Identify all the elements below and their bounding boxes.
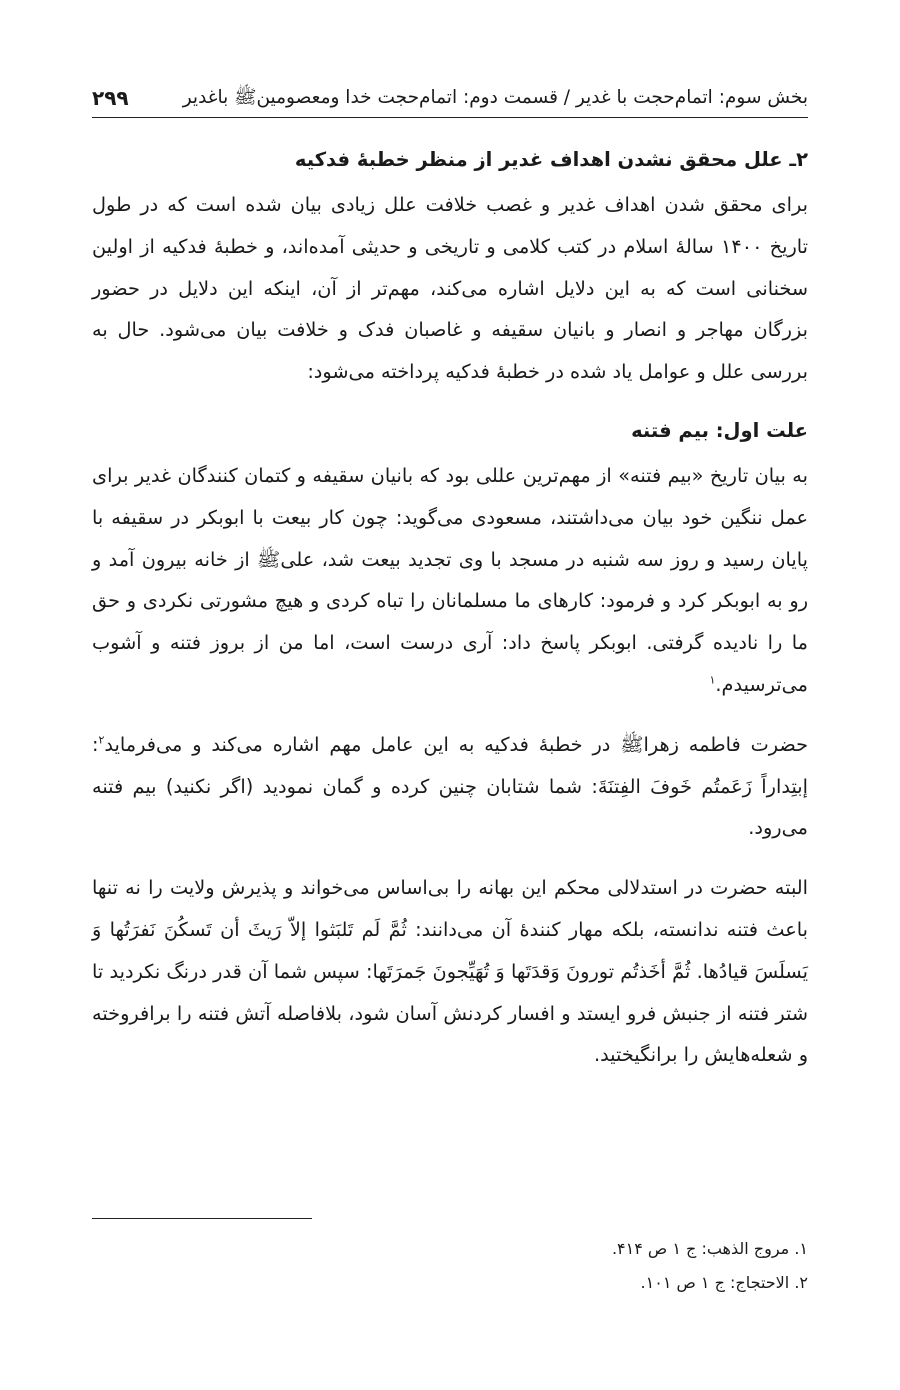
book-page [92,0,808,1390]
section-intro-paragraph: برای محقق شدن اهداف غدیر و غصب خلافت علل زیادی بیان شده است که در طول تاریخ ۱۴۰۰ سالهٔ اسلام در کتب کلامی و تاریخی و حدیثی آمده‌اند، و خطبهٔ فدکیه از اولین سخنانی است که به این دلایل اشاره می‌کند، مهم‌تر از آن، اینکه این دلایل در حضور بزرگان مهاجر و انصار و بانیان سقیفه و غاصبان فدک و خلافت بیان می‌شود. حال به بررسی علل و عوامل یاد شده در خطبهٔ فدکیه پرداخته می‌شود: [92,193,809,384]
footnote-ref-2[interactable]: ۲ [98,733,105,747]
paragraph-2 [92,724,808,849]
page-number: ۲۹۹ [92,86,129,110]
footnote-ref-1[interactable]: ۱ [709,673,716,687]
paragraph-2-text-b: : إبتِداراً زَعَمتُم خَوفَ الفِتنَةَ: شما شتابان چنین کرده و گمان نمودید (اگر نکنید) بیم فتنه می‌رود. [92,732,808,840]
subsection-heading: علت اول: بیم فتنه [631,418,808,442]
section-heading: ۲ـ علل محقق نشدن اهداف غدیر از منظر خطبهٔ فدکیه [294,148,808,171]
body-text [92,140,808,1076]
header-rule [92,117,808,118]
footnote-item: ۱. مروج الذهب: ج ۱ ص ۴۱۴. [611,1239,808,1258]
paragraph-3: البته حضرت در استدلالی محکم این بهانه را بی‌اساس می‌خواند و پذیرش ولایت را نه تنها باعث فتنه ندانسته، بلکه مهار کنندهٔ آن می‌دانند: ثُمَّ لَم تَلبَثوا إلاّ رَیثَ أن تَسکُنَ نَفرَتُها وَ یَسلَسَ قیادُها. ثُمَّ أخَذتُم تورونَ وَقدَتَها وَ تُهَیِّجونَ جَمرَتَها: سپس شما آن قدر درنگ نکردید تا شتر فتنه از جنبش فرو ایستد و افسار کردنش آسان شود، بلافاصله آتش فتنه را برافروخته و شعله‌هایش را برانگیختید. [92,876,808,1067]
footnote-item: ۲. الاحتجاج: ج ۱ ص ۱۰۱. [640,1273,808,1292]
paragraph-2-text-a: حضرت فاطمه زهراﷺ در خطبهٔ فدکیه به این عامل مهم اشاره می‌کند و می‌فرماید [104,732,808,756]
running-header [92,72,808,112]
paragraph-1-text: به بیان تاریخ «بیم فتنه» از مهم‌ترین عللی بود که بانیان سقیفه و کتمان کنندگان غدیر برای عمل ننگین خود بیان می‌داشتند، مسعودی می‌گوید: چون کار بیعت با ابوبکر در سقیفه با پایان رسید و روز سه شنبه در مسجد با وی تجدید بیعت شد، علی‌ﷺ از خانه بیرون آمد و رو به ابوبکر کرد و فرمود: کارهای ما مسلمانان را تباه کردی و هیچ مشورتی نکردی و حق ما را نادیده گرفتی. ابوبکر پاسخ داد: آری درست است، اما من از بروز فتنه و آشوب می‌ترسیدم. [92,463,808,696]
footnote-rule [92,1218,312,1219]
running-title: بخش سوم: اتمام‌حجت با غدیر / قسمت دوم: اتمام‌حجت خدا ومعصومین‌ﷺ باغدیر [182,87,808,108]
footnotes [92,1232,808,1300]
paragraph-1 [92,455,808,706]
